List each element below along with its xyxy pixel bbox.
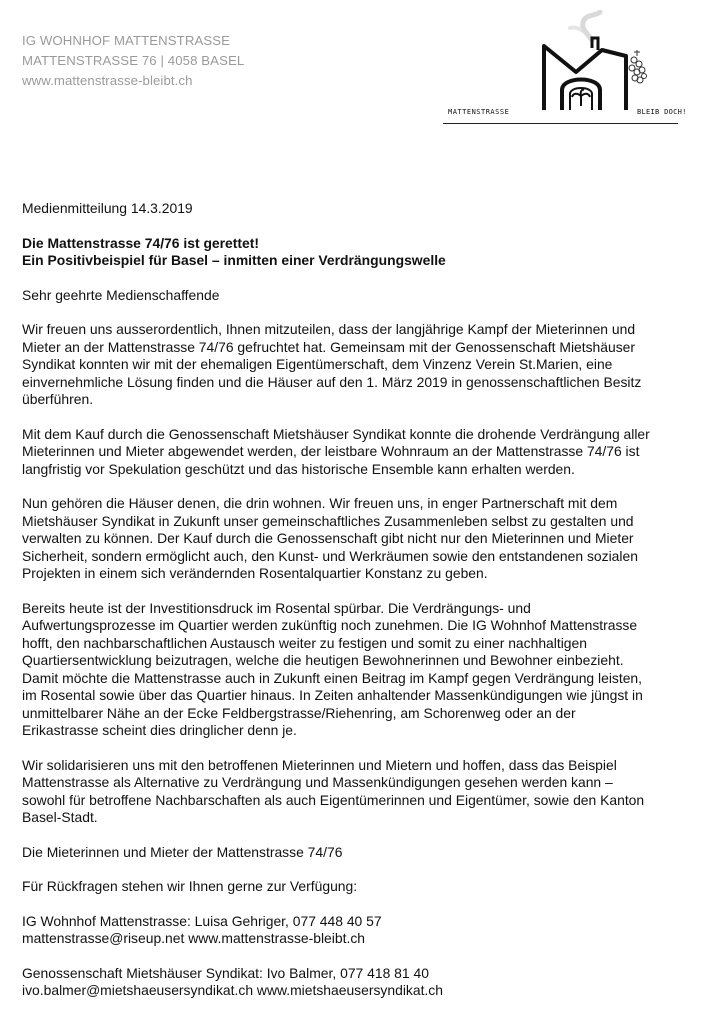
contact-block xyxy=(22,913,682,948)
paragraph-line: Basel-Stadt. xyxy=(22,809,98,825)
paragraph-line: Projekten in einem sich verändernden Rosentalquartier Konstanz zu geben. xyxy=(22,565,488,581)
letterhead-address: MATTENSTRASSE 76 | 4058 BASEL xyxy=(22,53,245,68)
letterhead xyxy=(22,31,244,91)
paragraph-line: Damit möchte die Mattenstrasse auch in Zukunft einen Beitrag im Kampf gegen Verdrängung leisten, xyxy=(22,669,643,686)
paragraph-line: Mieter an der Mattenstrasse 74/76 gefruchtet hat. Gemeinsam mit der Genossenschaft Mietshäuser xyxy=(22,338,636,355)
paragraph-line: Mieterinnen und Mieter abgewendet werden, der leistbare Wohnraum an der Mattenstrasse 74/76 ist xyxy=(22,443,640,459)
greeting: Sehr geehrte Medienschaffende xyxy=(22,286,220,303)
press-release-body xyxy=(22,200,682,1017)
paragraph-line: Wir solidarisieren uns mit den betroffenen Mieterinnen und Mietern und hoffen, dass das Beispiel xyxy=(22,756,617,773)
paragraph xyxy=(22,495,682,583)
contact-name-phone: Genossenschaft Mietshäuser Syndikat: Ivo Balmer, 077 418 81 40 xyxy=(22,964,429,981)
paragraph-line: Sicherheit, sondern ermöglicht auch, den Kunst- und Werkräumen sowie den entstandenen sozialen xyxy=(22,547,638,564)
paragraph-line: Mattenstrasse als Alternative zu Verdrängung und Massenkündigungen gesehen werden kann – xyxy=(22,774,613,790)
paragraph-line: Aufwertungsprozesse im Quartier werden zukünftig noch zunehmen. Die IG Wohnhof Mattenstrasse xyxy=(22,617,638,633)
paragraph-line: im Rosental sowie über das Quartier hinaus. In Zeiten anhaltender Massenkündigungen wie jüngst in xyxy=(22,687,643,703)
headline-line: Die Mattenstrasse 74/76 ist gerettet! xyxy=(22,234,260,251)
logo-caption-left: MATTENSTRASSE xyxy=(448,108,510,116)
headline-line: Ein Positivbeispiel für Basel – inmitten einer Verdrängungswelle xyxy=(22,252,446,268)
signoff: Die Mieterinnen und Mieter der Mattenstrasse 74/76 xyxy=(22,843,343,860)
paragraph-line: einvernehmliche Lösung finden und die Häuser auf den 1. März 2019 in genossenschaftlichen Besitz xyxy=(22,373,642,390)
paragraph xyxy=(22,321,682,409)
paragraph xyxy=(22,426,682,479)
paragraph-line: Erikastrasse scheint dies dringlicher denn je. xyxy=(22,722,297,738)
paragraph-line: langfristig vor Spekulation geschützt und das historische Ensemble kann erhalten werden. xyxy=(22,460,575,477)
paragraph-line: Quartiersentwicklung beizutragen, welche die heutigen Bewohnerinnen und Bewohner einbezieht. xyxy=(22,652,624,668)
questions-note: Für Rückfragen stehen wir Ihnen gerne zur Verfügung: xyxy=(22,878,358,894)
paragraph-line: überführen. xyxy=(22,391,94,407)
paragraph xyxy=(22,757,682,827)
paragraph-line: Mietshäuser Syndikat in Zukunft unser gemeinschaftliches Zusammenleben selbst zu gestalten und xyxy=(22,512,634,529)
logo-caption-right: BLEIB DOCH! xyxy=(637,108,687,116)
headline xyxy=(22,235,682,270)
paragraph-line: Nun gehören die Häuser denen, die drin wohnen. Wir freuen uns, in enger Partnerschaft mit dem xyxy=(22,495,618,511)
logo-baseline-divider xyxy=(443,123,678,124)
letterhead-organization: IG WOHNHOF MATTENSTRASSE xyxy=(22,33,231,48)
contact-block xyxy=(22,965,682,1000)
paragraph-line: Wir freuen uns ausserordentlich, Ihnen mitzuteilen, dass der langjährige Kampf der Mieterinnen und xyxy=(22,321,636,337)
paragraph-line: Mit dem Kauf durch die Genossenschaft Mietshäuser Syndikat konnte die drohende Verdrängung aller xyxy=(22,425,650,442)
contact-email-web: mattenstrasse@riseup.net www.mattenstrasse-bleibt.ch xyxy=(22,930,365,946)
paragraph-line: verwalten zu können. Der Kauf durch die Genossenschaft gibt nicht nur den Mieterinnen und Mieter xyxy=(22,530,634,546)
paragraph-line: unmittelbarer Nähe an der Ecke Feldbergstrasse/Riehenring, am Schorenweg oder an der xyxy=(22,704,576,721)
letterhead-website: www.mattenstrasse-bleibt.ch xyxy=(22,73,193,88)
paragraph-line: Bereits heute ist der Investitionsdruck im Rosental spürbar. Die Verdrängungs- und xyxy=(22,599,531,616)
paragraph xyxy=(22,600,682,740)
paragraph-line: Syndikat konnten wir mit der ehemaligen Eigentümerschaft, dem Vinzenz Verein St.Marien, eine xyxy=(22,356,613,372)
contact-email-web: ivo.balmer@mietshaeusersyndikat.ch www.mietshaeusersyndikat.ch xyxy=(22,982,443,998)
paragraph-line: hofft, den nachbarschaftlichen Austausch weiter zu festigen und somit zu einer nachhaltigen xyxy=(22,634,587,651)
paragraph-line: sowohl für betroffene Nachbarschaften als auch Eigentümerinnen und Eigentümer, sowie den Kanton xyxy=(22,791,645,808)
contact-name-phone: IG Wohnhof Mattenstrasse: Luisa Gehriger, 077 448 40 57 xyxy=(22,912,382,929)
release-date: Medienmitteilung 14.3.2019 xyxy=(22,200,193,216)
